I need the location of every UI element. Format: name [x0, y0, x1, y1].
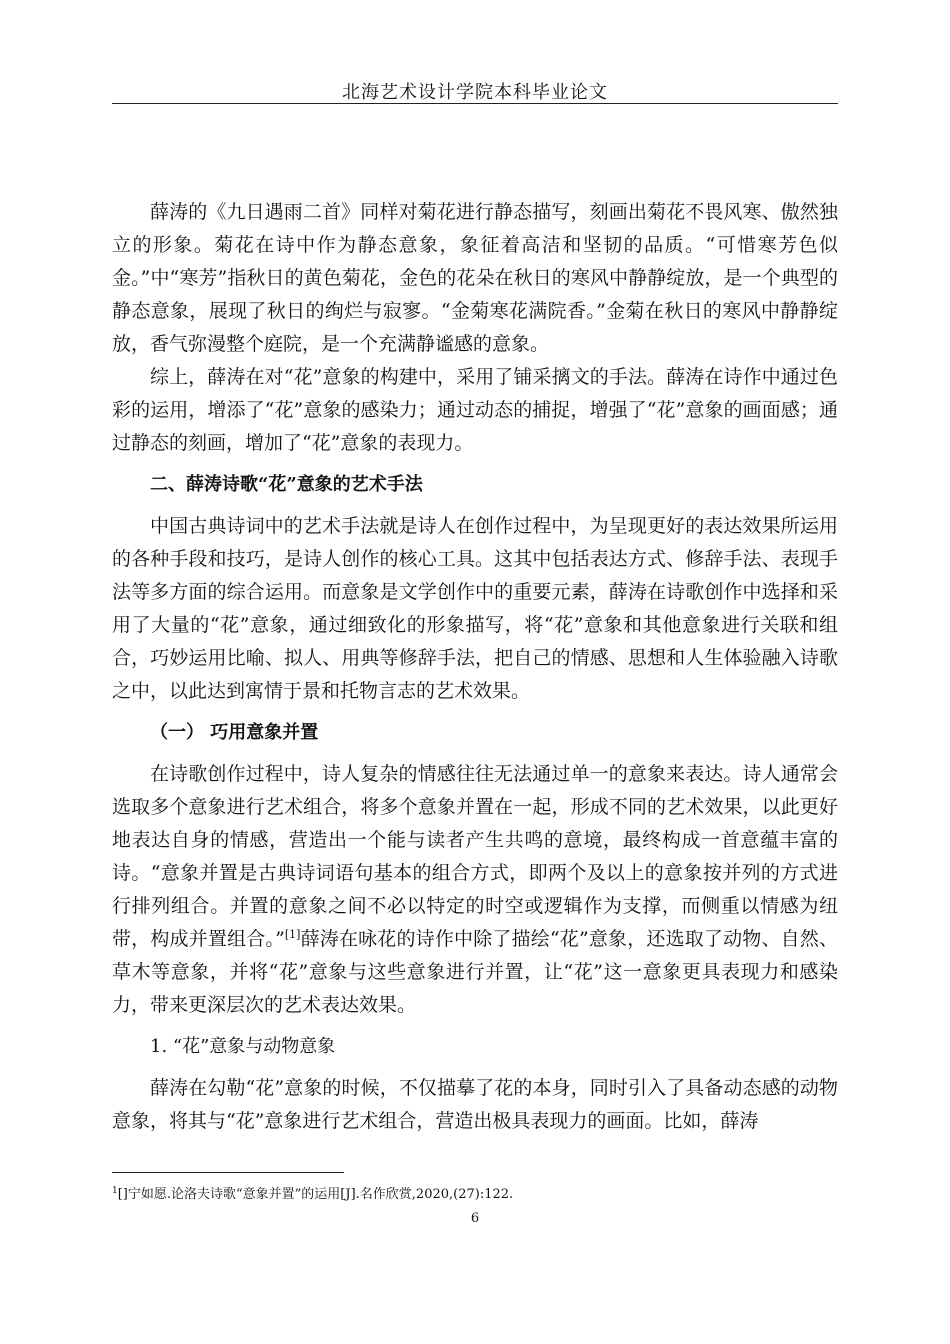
item-heading: 1. “花”意象与动物意象 — [150, 1036, 336, 1057]
section-heading: 二、薛涛诗歌“花”意象的艺术手法 — [150, 474, 423, 495]
footnote-mark: 1 — [112, 1186, 118, 1196]
footnote-text: []宁如愿.论洛夫诗歌“意象并置”的运用[J].名作欣赏,2020,(27):122. — [117, 1187, 514, 1202]
paragraph-juxtaposition — [112, 758, 838, 1022]
header-rule — [112, 103, 838, 104]
subsection-heading: （一） 巧用意象并置 — [150, 722, 319, 743]
running-header: 北海艺术设计学院本科毕业论文 — [342, 82, 608, 103]
footnote-rule — [112, 1172, 344, 1173]
paragraph-animal-imagery: 薛涛在勾勒“花”意象的时候，不仅描摹了花的本身，同时引入了具备动态感的动物意象，将其与“花”意象进行艺术组合，营造出极具表现力的画面。比如，薛涛 — [112, 1077, 838, 1132]
page-number: 6 — [470, 1211, 480, 1226]
citation-ref: [1] — [284, 928, 301, 941]
juxtaposition-text-b: 薛涛在咏花的诗作中除了描绘“花”意象，还选取了动物、自然、草木等意象，并将“花”意象与这些意象进行并置，让“花”这一意象更具表现力和感染力，带来更深层次的艺术表达效果。 — [112, 928, 839, 1016]
paragraph-chrysanthemum: 薛涛的《九日遇雨二首》同样对菊花进行静态描写，刻画出菊花不畏风寒、傲然独立的形象。菊花在诗中作为静态意象，象征着高洁和坚韧的品质。“可惜寒芳色似金。”中“寒芳”指秋日的黄色菊花，金色的花朵在秋日的寒风中静静绽放，是一个典型的静态意象，展现了秋日的绚烂与寂寥。“金菊寒花满院香。”金菊在秋日的寒风中静静绽放，香气弥漫整个庭院，是一个充满静谧感的意象。 — [112, 201, 838, 355]
juxtaposition-text-a: 在诗歌创作过程中，诗人复杂的情感往往无法通过单一的意象来表达。诗人通常会选取多个意象进行艺术组合，将多个意象并置在一起，形成不同的艺术效果，以此更好地表达自身的情感，营造出一个能与读者产生共鸣的意境，最终构成一首意蕴丰富的诗。“意象并置是古典诗词语句基本的组合方式，即两个及以上的意象按并列的方式进行排列组合。并置的意象之间不必以特定的时空或逻辑作为支撑，而侧重以情感为纽带，构成并置组合。” — [112, 763, 838, 950]
paragraph-art-techniques: 中国古典诗词中的艺术手法就是诗人在创作过程中，为呈现更好的表达效果所运用的各种手段和技巧，是诗人创作的核心工具。这其中包括表达方式、修辞手法、表现手法等多方面的综合运用。而意象是文学创作中的重要元素，薛涛在诗歌创作中选择和采用了大量的“花”意象，通过细致化的形象描写，将“花”意象和其他意象进行关联和组合，巧妙运用比喻、拟人、用典等修辞手法，把自己的情感、思想和人生体验融入诗歌之中，以此达到寓情于景和托物言志的艺术效果。 — [112, 515, 838, 702]
footnote — [112, 1183, 513, 1202]
paragraph-summary: 综上，薛涛在对“花”意象的构建中，采用了铺采摛文的手法。薛涛在诗作中通过色彩的运用，增添了“花”意象的感染力；通过动态的捕捉，增强了“花”意象的画面感；通过静态的刻画，增加了“花”意象的表现力。 — [112, 366, 838, 454]
body-text — [112, 196, 838, 1138]
